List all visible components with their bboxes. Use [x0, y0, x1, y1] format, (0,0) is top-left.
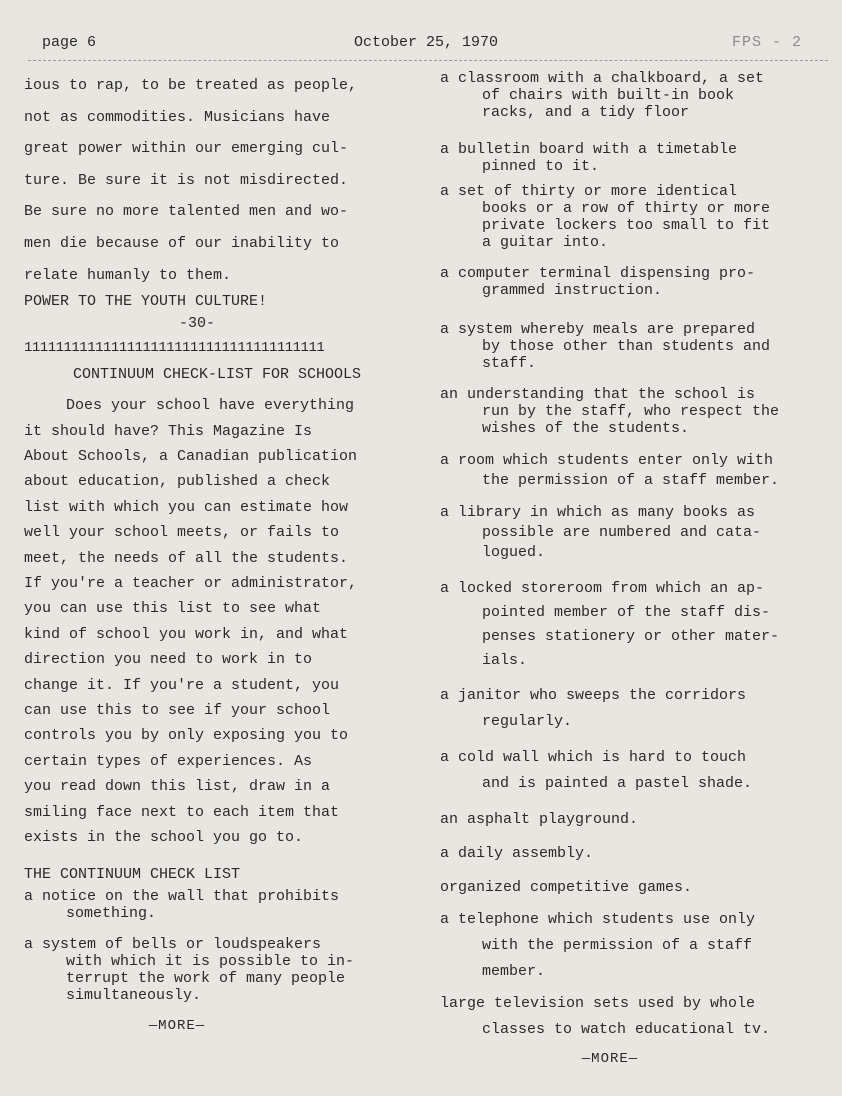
right-column [440, 70, 830, 1081]
item-text: a system of bells or loudspeakers [24, 936, 322, 954]
page-date: October 25, 1970 [354, 34, 499, 51]
checklist-item [440, 503, 830, 563]
text-line: great power within our emerging cul- [24, 140, 349, 158]
item-text: an understanding that the school is [440, 386, 756, 403]
item-text: an asphalt playground. [440, 811, 639, 828]
checklist-item [440, 183, 830, 251]
text-line: men die because of our inability to [24, 234, 340, 252]
text-line: ious to rap, to be treated as people, [24, 77, 358, 94]
text-line: list with which you can estimate how [24, 498, 349, 516]
checklist-item [440, 991, 830, 1043]
checklist-item [440, 577, 830, 673]
ones-line: 11111111111111111111111111111111111111 [24, 340, 325, 357]
item-text: and is painted a pastel shade. [482, 775, 753, 792]
page-header [0, 34, 842, 58]
item-text: a system whereby meals are prepared [440, 321, 756, 338]
separator: -30- [178, 315, 215, 333]
text-line: ture. Be sure it is not misdirected. [24, 171, 349, 189]
item-text: a locked storeroom from which an ap- [440, 580, 765, 597]
item-text: racks, and a tidy floor [482, 104, 690, 121]
slogan: POWER TO THE YOUTH CULTURE! [24, 293, 268, 311]
text-line: direction you need to work in to [24, 651, 313, 669]
item-text: with the permission of a staff [482, 937, 753, 954]
checklist-item [24, 936, 410, 1004]
more-marker: —MORE— [148, 1018, 206, 1035]
left-column [24, 70, 410, 1048]
text-line: About Schools, a Canadian publication [24, 447, 358, 465]
item-text: organized competitive games. [440, 879, 693, 896]
checklist-item [440, 141, 830, 175]
checklist-item [440, 907, 830, 985]
item-text: by those other than students and [482, 338, 771, 355]
more-marker: —MORE— [581, 1051, 639, 1067]
checklist-item [440, 265, 830, 299]
item-text: grammed instruction. [482, 282, 663, 299]
intro-paragraph [24, 393, 410, 850]
item-text: a telephone which students use only [440, 911, 756, 928]
continuation-text [24, 70, 410, 291]
page-number: page 6 [42, 34, 97, 51]
text-line: not as commodities. Musicians have [24, 108, 331, 126]
text-line: smiling face next to each item that [24, 803, 340, 821]
item-text: a janitor who sweeps the corridors [440, 687, 747, 704]
checklist-item [440, 841, 830, 867]
item-text: penses stationery or other mater- [482, 628, 780, 645]
item-text: simultaneously. [66, 987, 202, 1005]
item-text: a daily assembly. [440, 845, 594, 862]
item-text: with which it is possible to in- [66, 953, 355, 971]
checklist-item [440, 451, 830, 491]
checklist-item [440, 386, 830, 437]
item-text: possible are numbered and cata- [482, 524, 762, 541]
item-text: a computer terminal dispensing pro- [440, 265, 756, 282]
item-text: a library in which as many books as [440, 504, 756, 521]
checklist-item [440, 875, 830, 901]
text-line: about education, published a check [24, 473, 331, 491]
text-line: change it. If you're a student, you [24, 676, 340, 694]
checklist-item [440, 807, 830, 833]
item-text: pointed member of the staff dis- [482, 604, 771, 621]
text-line: If you're a teacher or administrator, [24, 575, 358, 592]
item-text: something. [66, 905, 157, 923]
item-text: books or a row of thirty or more [482, 200, 771, 217]
item-text: wishes of the students. [482, 420, 690, 437]
text-line: relate humanly to them. [24, 266, 232, 284]
item-text: pinned to it. [482, 158, 600, 175]
item-text: of chairs with built-in book [482, 87, 735, 104]
item-text: a room which students enter only with [440, 452, 774, 469]
item-text: a bulletin board with a timetable [440, 141, 738, 158]
text-line: Does your school have everything [66, 397, 355, 415]
item-text: private lockers too small to fit [482, 217, 771, 234]
item-text: a classroom with a chalkboard, a set [440, 70, 765, 87]
item-text: large television sets used by whole [440, 995, 756, 1012]
item-text: a notice on the wall that prohibits [24, 888, 340, 906]
item-text: a set of thirty or more identical [440, 183, 738, 200]
text-line: can use this to see if your school [24, 702, 331, 720]
item-text: a guitar into. [482, 234, 609, 251]
item-text: ials. [482, 652, 528, 669]
item-text: logued. [482, 544, 546, 561]
checklist-heading: THE CONTINUUM CHECK LIST [24, 866, 241, 884]
checklist-item [440, 321, 830, 372]
text-line: well your school meets, or fails to [24, 524, 340, 542]
text-line: you read down this list, draw in a [24, 778, 331, 796]
text-line: it should have? This Magazine Is [24, 422, 313, 440]
item-text: the permission of a staff member. [482, 472, 780, 489]
item-text: regularly. [482, 713, 573, 730]
item-text: terrupt the work of many people [66, 970, 346, 988]
text-line: Be sure no more talented men and wo- [24, 203, 349, 221]
item-text: classes to watch educational tv. [482, 1021, 771, 1038]
item-text: a cold wall which is hard to touch [440, 749, 747, 766]
header-rule [28, 60, 828, 61]
item-text: member. [482, 963, 546, 980]
item-text: staff. [482, 355, 537, 372]
section-title: CONTINUUM CHECK-LIST FOR SCHOOLS [72, 366, 362, 384]
page-mark: FPS - 2 [732, 34, 803, 51]
checklist-item [440, 70, 830, 121]
checklist-item [24, 888, 410, 922]
text-line: controls you by only exposing you to [24, 727, 349, 745]
item-text: run by the staff, who respect the [482, 403, 780, 420]
text-line: certain types of experiences. As [24, 752, 313, 770]
text-line: meet, the needs of all the students. [24, 549, 349, 567]
text-line: kind of school you work in, and what [24, 625, 349, 643]
text-line: you can use this list to see what [24, 600, 322, 618]
checklist-item [440, 683, 830, 735]
checklist-item [440, 745, 830, 797]
text-line: exists in the school you go to. [24, 829, 304, 847]
